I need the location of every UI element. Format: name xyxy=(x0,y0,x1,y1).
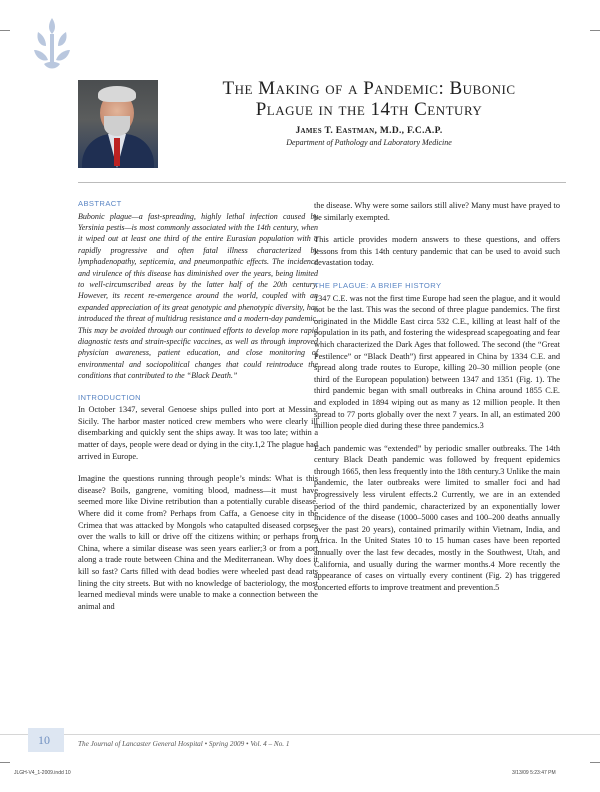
crop-mark xyxy=(590,30,600,31)
history-paragraph-2: Each pandemic was “extended” by periodic smaller outbreaks. The 14th century Black Death pandemic was followed by frequent epidemics through 1665, then less frequently into the 18th century.3 Unlike the main pandemic, the later outbreaks were limited to smaller foci and had progressively less virulent effects.2 Currently, we are in an extended period of the third pandemic, characterized by an exponentially lower incidence of the disease (1000–5000 cases and 100–200 deaths annually over the past 20 years), contained primarily within Vietnam, India, and Africa. In the United States 10 to 15 human cases have been reported annually over the last few decades, mostly in the Southwest, Utah, and California, and usually during the warmer months.4 More recently the appearance of cases on virtually every continent (Fig. 2) has triggered concerted efforts to improve treatment and prevention.5 xyxy=(314,443,560,592)
crop-mark xyxy=(0,762,10,763)
abstract-heading: ABSTRACT xyxy=(78,199,122,208)
page-number: 10 xyxy=(38,733,50,747)
print-timestamp: 3/13/09 5:23:47 PM xyxy=(512,770,556,776)
intro-paragraph-4: This article provides modern answers to these questions, and offers lessons from this 14th century pandemic that can be used to avoid such devastation today. xyxy=(314,235,560,268)
crop-mark xyxy=(0,30,10,31)
author-affiliation: Department of Pathology and Laboratory Medicine xyxy=(286,138,452,147)
author-name: James T. Eastman, M.D., F.C.A.P. xyxy=(295,126,443,136)
abstract-text: Bubonic plague—a fast-spreading, highly lethal infection caused by Yersinia pestis—is most commonly associated with the 14th century, when it wiped out at least one third of the entire Eurasian population with a rapidly progressive and often fatal illness characterized by lymphadenopathy, septicemia, and pneumonpathic effects. The incidence and virulence of this disease has diminished over the years, being limited to well-circumscribed areas by the latter half of the 20th century. However, its recent re-emergence around the world, coupled with an expanded appreciation of its great genotypic and phenotypic diversity, has introduced the threat of multidrug resistance and a modern-day pandemic. This may be avoided through our continued efforts to develop more rapid diagnostic tests and strain-specific vaccines, as well as through improved physician awareness, patient education, and close monitoring of environmental and sociopolitical changes that could reintroduce the conditions that contributed to the “Black Death.” xyxy=(78,211,318,381)
history-paragraph-1: 1347 C.E. was not the first time Europe had seen the plague, and it would not be the last. This was the second of three plague pandemics. The first originated in the Middle East circa 532 C.E., killing at least half of the population in its path, and fostering the widespread scapegoating and fear which characterized the Dark Ages that followed. The second (the “Great Pestilence” or “Black Death”) first appeared in China by 1334 C.E. and spread along trade routes to Europe, killing 20–30 million people (one third of the European population) between 1347 and 1351 (Fig. 1). The third pandemic began with small outbreaks in China around 1855 C.E. and exploded in 1894 wiping out as many as 12 million people. It then spread to 77 ports globally over the next 7 years. In all, an estimated 200 million people died during these three pandemics.3 xyxy=(314,293,560,431)
intro-paragraph-2: Imagine the questions running through people’s minds: What is this disease? Boils, gangrene, vomiting blood, madness—it must have seemed more like Divine retribution than a potentially curable disease. Where did it come from? Perhaps from Caffa, a Genoese city in the Crimea that was attacked by Mongols who catapulted diseased corpses over the walls to kill or drive off the citizens within; or perhaps from China, where a similar disease was seen years earlier;3 or from a port along a trade route between China and the Mediterranean. Why does it kill so fast? Carts filled with dead bodies were wheeled past dead rats lining the city streets. But with no knowledge of bacteriology, the most learned medieval minds were unable to make a connection between the animal and xyxy=(78,474,318,611)
hospital-logo-icon xyxy=(30,14,74,72)
crop-mark xyxy=(590,762,600,763)
header-divider xyxy=(78,182,566,183)
history-heading: THE PLAGUE: A BRIEF HISTORY xyxy=(314,280,442,290)
title-line-2: Plague in the 14th Century xyxy=(255,99,483,120)
print-filename: JLGH-V4_1-2009.indd 10 xyxy=(14,770,71,776)
journal-footer: The Journal of Lancaster General Hospital • Spring 2009 • Vol. 4 – No. 1 xyxy=(78,740,290,748)
footer-divider xyxy=(0,734,600,735)
right-column xyxy=(314,200,560,604)
intro-paragraph-1: In October 1347, several Genoese ships pulled into port at Messina, Sicily. The harbor master noticed crew members who were clearly ill disembarking and quickly sent the ships away. It was too late; within a matter of days, people were dead or dying in the city.1,2 The plague had arrived in Europe. xyxy=(78,405,318,461)
title-line-1: The Making of a Pandemic: Bubonic xyxy=(222,78,516,99)
article-title xyxy=(170,78,568,120)
author-photo xyxy=(78,80,158,168)
intro-paragraph-3: the disease. Why were some sailors still alive? Many must have prayed to be similarly exempted. xyxy=(314,201,560,222)
introduction-heading: INTRODUCTION xyxy=(78,392,142,402)
left-column xyxy=(78,198,318,623)
